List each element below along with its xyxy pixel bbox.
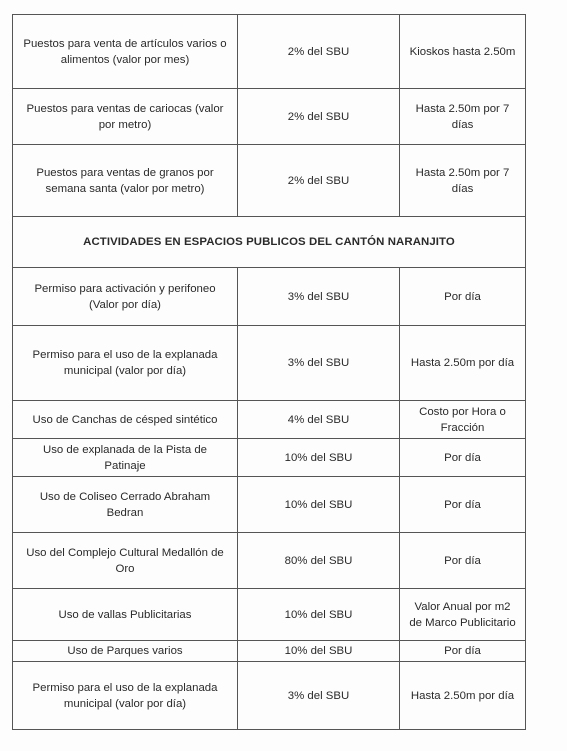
condition-cell: Kioskos hasta 2.50m [400,15,526,89]
activity-cell: Uso de Coliseo Cerrado Abraham Bedran [13,477,238,533]
section-row [13,217,526,268]
condition-cell: Por día [400,533,526,589]
table-row [13,145,526,217]
condition-cell: Valor Anual por m2 de Marco Publicitario [400,589,526,641]
condition-cell: Hasta 2.50m por 7 días [400,89,526,145]
activity-cell: Uso de Parques varios [13,641,238,662]
activity-cell: Uso de vallas Publicitarias [13,589,238,641]
table-row [13,15,526,89]
table-row [13,477,526,533]
table-row [13,662,526,730]
table-row [13,641,526,662]
condition-cell: Por día [400,477,526,533]
table-row [13,268,526,326]
rate-cell: 4% del SBU [238,401,400,439]
activity-cell: Permiso para el uso de la explanada municipal (valor por día) [13,662,238,730]
rate-cell: 3% del SBU [238,326,400,401]
activity-cell: Permiso para el uso de la explanada municipal (valor por día) [13,326,238,401]
condition-cell: Por día [400,268,526,326]
rate-cell: 80% del SBU [238,533,400,589]
rate-cell: 3% del SBU [238,268,400,326]
table-row [13,439,526,477]
condition-cell: Costo por Hora o Fracción [400,401,526,439]
rate-cell: 2% del SBU [238,15,400,89]
condition-cell: Hasta 2.50m por día [400,326,526,401]
activity-cell: Uso de Canchas de césped sintético [13,401,238,439]
section-title: ACTIVIDADES EN ESPACIOS PUBLICOS DEL CANTÓN NARANJITO [13,217,526,268]
activity-cell: Puestos para ventas de granos por semana santa (valor por metro) [13,145,238,217]
rate-cell: 2% del SBU [238,145,400,217]
rate-cell: 2% del SBU [238,89,400,145]
activity-cell: Puestos para venta de artículos varios o alimentos (valor por mes) [13,15,238,89]
table-row [13,326,526,401]
condition-cell: Hasta 2.50m por día [400,662,526,730]
activity-cell: Uso de explanada de la Pista de Patinaje [13,439,238,477]
rate-cell: 10% del SBU [238,589,400,641]
activity-cell: Uso del Complejo Cultural Medallón de Oro [13,533,238,589]
table-row [13,589,526,641]
table-row [13,533,526,589]
activity-cell: Permiso para activación y perifoneo (Valor por día) [13,268,238,326]
rate-cell: 10% del SBU [238,439,400,477]
condition-cell: Hasta 2.50m por 7 días [400,145,526,217]
rate-cell: 10% del SBU [238,641,400,662]
rate-cell: 3% del SBU [238,662,400,730]
rate-cell: 10% del SBU [238,477,400,533]
condition-cell: Por día [400,439,526,477]
table-row [13,89,526,145]
tariff-table [12,14,526,730]
activity-cell: Puestos para ventas de cariocas (valor por metro) [13,89,238,145]
condition-cell: Por día [400,641,526,662]
table-row [13,401,526,439]
